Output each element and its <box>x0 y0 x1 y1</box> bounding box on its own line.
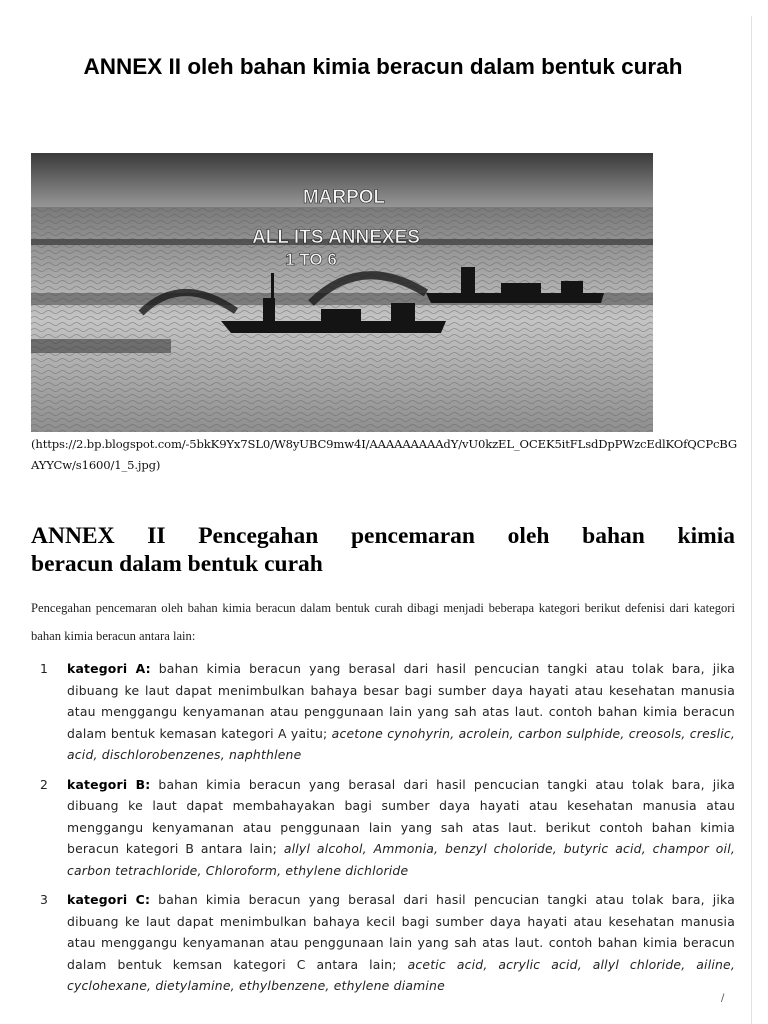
category-list <box>31 658 735 1005</box>
overlay-text-range: 1 TO 6 <box>285 250 337 269</box>
category-examples: acetone cynohyrin, acrolein, carbon sulphide, creosols, creslic, acid, dischlorobenzenes, naphthlene <box>67 725 736 762</box>
category-text <box>67 658 735 766</box>
overlay-text-marpol: MARPOL <box>302 187 386 208</box>
section-title-word: kimia <box>677 523 735 549</box>
category-description: bahan kimia beracun yang berasal dari hasil pencucian tangki atau tolak bara, jika dibuang ke laut dapat menimbulkan bahaya besar bagi sumber daya hayati atau kesehatan manusia atau menggangu kenyamanan atau penggunaan lain yang sah atas laut. contoh bahan kimia beracun dalam bentuk kemasan kategori A yaitu; <box>67 661 735 741</box>
section-title <box>31 522 735 578</box>
section-title-word: oleh <box>507 523 550 549</box>
category-item <box>31 774 735 882</box>
page-edge-divider <box>751 16 752 1024</box>
category-text <box>67 889 735 997</box>
section-title-word: bahan <box>582 523 645 549</box>
category-examples: acetic acid, acrylic acid, allyl chloride, ailine, cyclohexane, dietylamine, ethylbenzene, ethylene diamine <box>67 956 735 993</box>
image-source-caption: (https://2.bp.blogspot.com/-5bkK9Yx7SL0/W8yUBC9mw4I/AAAAAAAAAdY/vU0kzEL_OCEK5itFLsdDpPWzcEdlKOfQCPcBGAYYCw/s1600/1_5.jpg) <box>31 437 738 472</box>
section-title-word: pencemaran <box>350 523 475 549</box>
list-number: 3 <box>40 892 48 907</box>
section-title-word: ANNEX <box>31 523 115 549</box>
section-title-line2: beracun dalam bentuk curah <box>31 551 323 577</box>
category-item <box>31 658 735 766</box>
list-number: 2 <box>40 776 48 792</box>
category-label: kategori A: <box>67 661 151 676</box>
overlay-text-annexes: ALL ITS ANNEXES <box>252 227 420 248</box>
section-title-word: Pencegahan <box>198 523 319 549</box>
category-label: kategori C: <box>67 892 151 907</box>
section-title-word: II <box>147 523 166 549</box>
category-description: bahan kimia beracun yang berasal dari hasil pencucian tangki atau tolak bara, jika dibuang ke laut dapat membahayakan bagi sumber daya hayati atau kesehatan manusia atau menggangu kenyamanan atau penggunaan lain yang sah atas laut. berikut contoh bahan kimia beracun kategori B antara lain; <box>67 776 735 856</box>
section-title-line1 <box>31 522 735 550</box>
category-label: kategori B: <box>67 776 151 792</box>
page-corner-mark: / <box>721 993 725 1004</box>
document-title: ANNEX II oleh bahan kimia beracun dalam bentuk curah <box>83 54 683 79</box>
intro-paragraph: Pencegahan pencemaran oleh bahan kimia beracun dalam bentuk curah dibagi menjadi beberapa kategori berikut defenisi dari kategori bahan kimia beracun antara lain: <box>31 601 735 643</box>
list-number: 1 <box>40 661 48 676</box>
category-item <box>31 889 735 997</box>
category-description: bahan kimia beracun yang berasal dari hasil pencucian tangki atau tolak bara, jika dibuang ke laut dapat menimbulkan bahaya kecil bagi sumber daya hayati atau kesehatan manusia atau menggangu kenyamanan atau penggunaan lain yang sah atas laut. contoh bahan kimia beracun dalam bentuk kemsan kategori C antara lain; <box>67 892 736 972</box>
category-examples: allyl alcohol, Ammonia, benzyl choloride, butyric acid, champor oil, carbon tetrachloride, Chloroform, ethylene dichloride <box>67 841 735 878</box>
category-text <box>67 774 735 882</box>
marpol-hero-image <box>31 153 653 432</box>
